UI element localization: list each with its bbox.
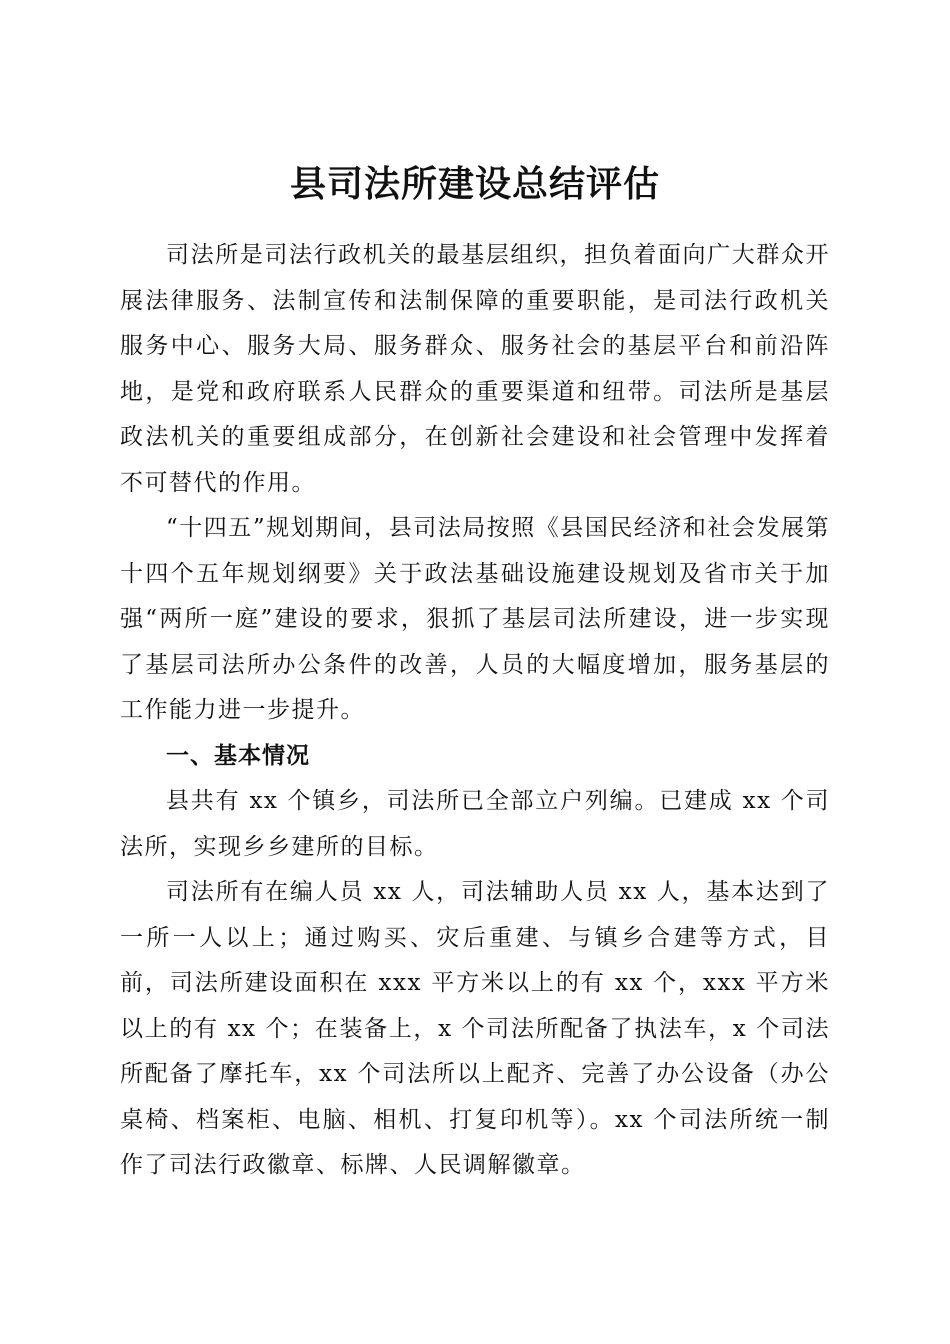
staffing-equipment-paragraph: 司法所有在编人员 xx 人，司法辅助人员 xx 人，基本达到了一所一人以上；通过购买、灾后重建、与镇乡合建等方式，目前，司法所建设面积在 xxx 平方米以上的有 xx 个，xxx 平方米以上的有 xx 个；在装备上，x 个司法所配备了执法车，x 个司法所配备了摩托车，xx 个司法所以上配齐、完善了办公设备（办公桌椅、档案柜、电脑、相机、打复印机等）。xx 个司法所统一制作了司法行政徽章、标牌、人民调解徽章。 (120, 879, 830, 1178)
section-heading-basic-situation: 一、基本情况 (166, 742, 310, 769)
intro-paragraph: 司法所是司法行政机关的最基层组织，担负着面向广大群众开展法律服务、法制宣传和法制保障的重要职能，是司法行政机关服务中心、服务大局、服务群众、服务社会的基层平台和前沿阵地，是党和政府联系人民群众的重要渠道和纽带。司法所是基层政法机关的重要组成部分，在创新社会建设和社会管理中发挥着不可替代的作用。 (120, 242, 830, 496)
planning-paragraph: “十四五”规划期间，县司法局按照《县国民经济和社会发展第十四个五年规划纲要》关于政法基础设施建设规划及省市关于加强“两所一庭”建设的要求，狠抓了基层司法所建设，进一步实现了基层司法所办公条件的改善，人员的大幅度增加，服务基层的工作能力进一步提升。 (120, 515, 830, 723)
document-title: 县司法所建设总结评估 (289, 163, 660, 206)
document-body (120, 233, 830, 1189)
town-count-paragraph: 县共有 xx 个镇乡，司法所已全部立户列编。已建成 xx 个司法所，实现乡乡建所的目标。 (120, 788, 830, 860)
